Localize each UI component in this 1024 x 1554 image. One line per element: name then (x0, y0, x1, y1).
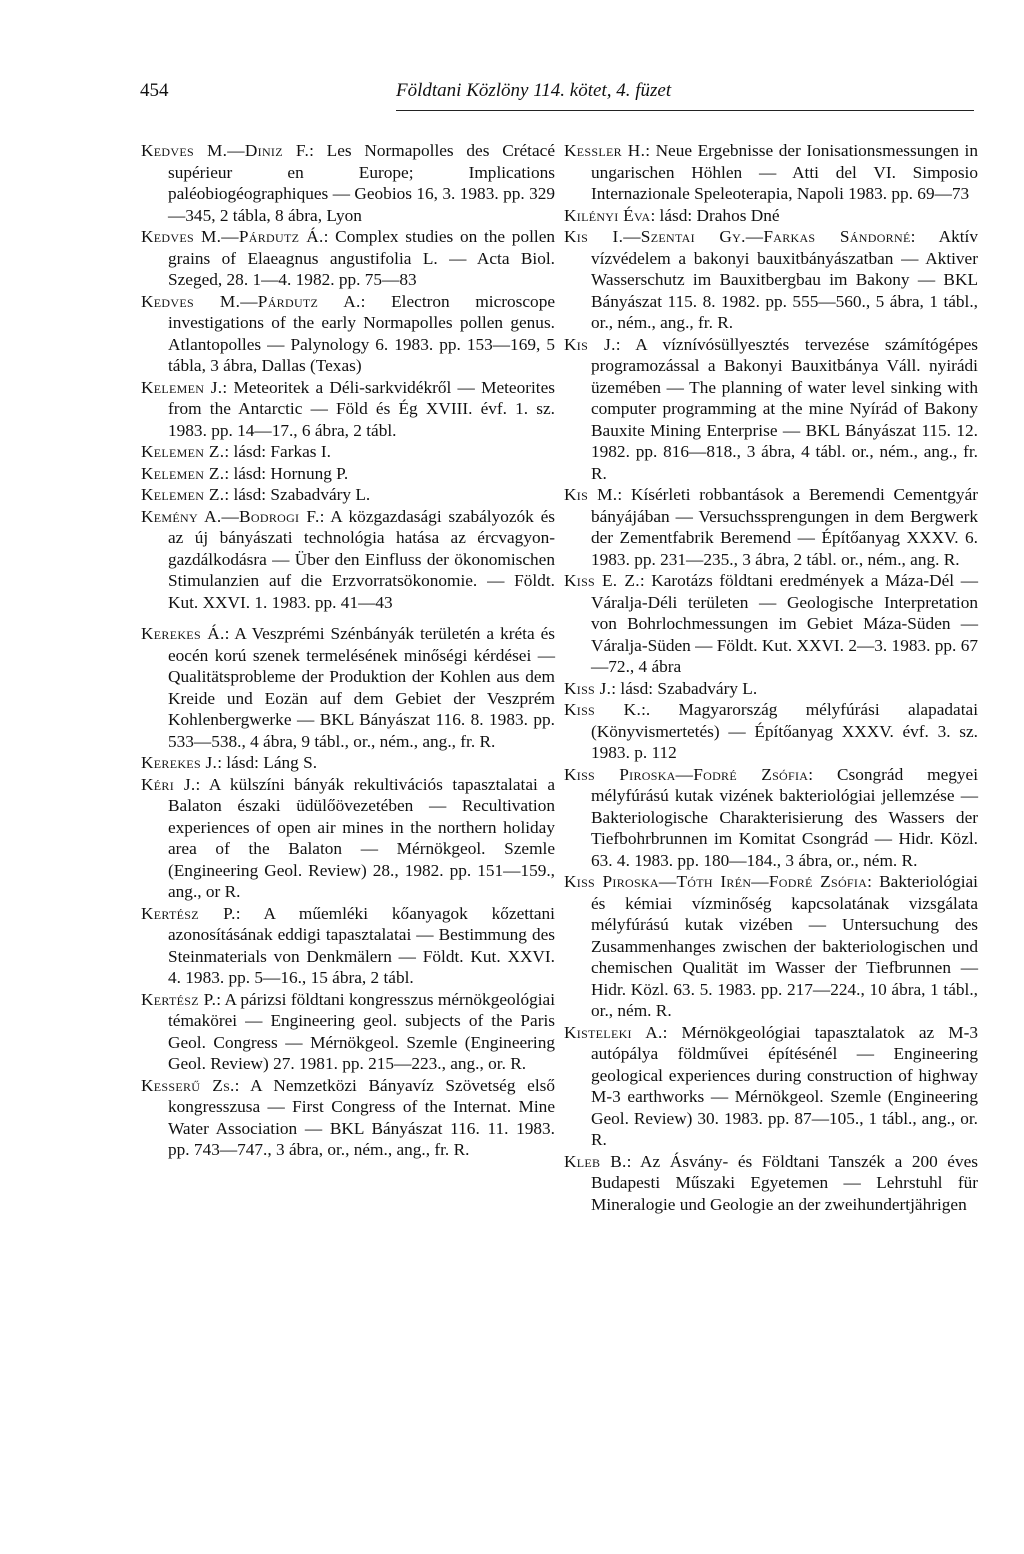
entry-text: : Les Normapolles des Crétacé supérieur en Europe; Implications paléobiogéographiques — Geobios 16, 3. 1983. pp. 329—345, 2 tábla, 8 ábra, Lyon (168, 141, 555, 225)
entry-author: Kiss Piroska—Tóth Irén—Fodré Zsófia (564, 872, 868, 891)
entry-text: : Csongrád megyei mélyfúrású kutak vizének bakteriológiai jellemzése — Bakteriologische Charakterisierung des Wassers der Tiefbohrbrunnen im Komitat Csongrád — Hidr. Közl. 63. 4. 1983. pp. 180—184., 3 ábra, or., ném. R. (591, 764, 978, 870)
entry-author: Kertész P. (141, 903, 236, 923)
entry-author: Kis M. (564, 485, 618, 504)
entry-author: Kedves M.—Diniz F. (141, 141, 310, 160)
entry-text: : Neue Ergebnisse der Ionisationsmessungen in ungarischen Höhlen — Atti del VI. Simposio Internazionale Speleoterapia, Napoli 1983. pp. 69—73 (591, 141, 978, 203)
left-column (141, 140, 555, 1161)
bibliography-entry (141, 752, 555, 774)
bibliography-entry (564, 678, 978, 700)
page-header (140, 78, 876, 110)
bibliography-entry (564, 1151, 978, 1216)
entry-text: : Mérnökgeológiai tapasztalatok az M-3 autópálya földművei építésénél — Engineering geological experiences during construction of highway M-3 earthworks — Mérnökgeol. Szemle (Engineering Geol. Review) 30. 1983. pp. 87—105., 1 tábl., ang., or. R. (591, 1022, 978, 1149)
bibliography-entry (564, 226, 978, 334)
bibliography-entry (141, 484, 555, 506)
entry-author: Kedves M.—Párdutz A. (141, 291, 361, 311)
entry-text: : A párizsi földtani kongresszus mérnökgeológiai témakörei — Engineering geol. subjects of the Paris Geol. Congress — Mérnökgeol. Szemle (Engineering Geol. Review) 27. 1981. pp. 215—223., ang., or. R. (168, 989, 556, 1073)
entry-author: Kis I.—Szentai Gy.—Farkas Sándorné (564, 227, 911, 246)
bibliography-entry (141, 441, 555, 463)
entry-author: Kiss E. Z. (564, 571, 640, 590)
entry-text: : A Veszprémi Szénbányák területén a kréta és eocén korú szenek termelésének minőségi kérdései — Qualitätsprobleme der Produktion der Kohlen aus dem Kreide und Eozän auf dem Gebiet der Veszprém Kohlenbergwerke — BKL Bányászat 116. 8. 1983. pp. 533—538., 4 ábra, 9 tábl., or., ném., ang., fr. R. (168, 624, 555, 751)
entry-author: Kesserű Zs. (141, 1075, 235, 1095)
entry-author: Kemény A.—Bodrogi F. (141, 506, 320, 526)
entry-text: : Kísérleti robbantások a Beremendi Cementgyár bányájában — Versuchssprengungen in dem Bergwerk der Zementfabrik Beremend — Építőanyag XXXV. 6. 1983. pp. 231—235., 3 ábra, 2 tábl. or., ném., ang. R. (591, 485, 978, 569)
bibliography-entry (564, 570, 978, 678)
entry-author: Kerekes J. (141, 753, 218, 772)
entry-text: : lásd: Farkas I. (224, 442, 331, 461)
bibliography-entry (141, 140, 555, 226)
bibliography-entry (141, 506, 555, 614)
bibliography-entry (141, 774, 555, 903)
bibliography-entry (564, 764, 978, 872)
entry-author: Kleb B. (564, 1151, 627, 1171)
entry-text: : Aktív vízvédelem a bakonyi bauxitbányászatban — Aktiver Wasserschutz im Bauxitbergbau im Bakony — BKL Bányászat 115. 8. 1982. pp. 555—560., 5 ábra, 1 tábl., or., ném., ang., fr. R. (591, 227, 978, 332)
entry-author: Kerekes Á. (141, 624, 225, 643)
bibliography-entry (141, 226, 555, 291)
bibliography-entry (141, 623, 555, 752)
entry-text: : A közgazdasági szabályozók és az új bányászati technológia hatása az ércvagyon-gazdálkodásra — Über den Einfluss der ökonomischen Stimulanzien auf die Erzvorratsökonomie. — Földt. Kut. XXVI. 1. 1983. pp. 41—43 (168, 506, 555, 612)
bibliography-entry (564, 334, 978, 485)
bibliography-entry (141, 903, 555, 989)
entry-author: Kis J. (564, 334, 616, 354)
bibliography-entry (141, 989, 555, 1075)
entry-author: Kisteleki A. (564, 1022, 663, 1042)
entry-text: : Meteoritek a Déli-sarkvidékről — Meteorites from the Antarctic — Föld és Ég XVIII. évf. 1. sz. 1983. pp. 14—17., 6 ábra, 2 tábl. (168, 377, 555, 440)
entry-author: Kessler H. (564, 141, 646, 160)
entry-author: Kelemen Z. (141, 442, 225, 461)
bibliography-entry (564, 140, 978, 205)
bibliography-entry (564, 871, 978, 1022)
entry-text: : Karotázs földtani eredmények a Máza-Dél — Váralja-Déli területen — Geologische Interpretation von Bohrlochmessungen im Gebiet Máza-Süden — Váralja-Süden — Földt. Kut. XXVI. 2—3. 1983. pp. 67—72., 4 ábra (591, 571, 978, 676)
entry-text: : Electron microscope investigations of the early Normapolles pollen genus. Atlantopolles — Palynology 6. 1983. pp. 153—169, 5 tábla, 3 ábra, Dallas (Texas) (168, 291, 556, 375)
entry-text: : Az Ásvány- és Földtani Tanszék a 200 éves Budapesti Műszaki Egyetemen — Lehrstuhl für Mineralogie und Geologie an der zweihundertjährigen (591, 1151, 978, 1214)
entry-text: : Bakteriológiai és kémiai vízminőség kapcsolatának vizsgálata mélyfúrású kutak vizében — Untersuchung des Zusammenhanges zwischen der bakteriologischen und chemischen Qualität im Wasser der Tiefbrunnen — Hidr. Közl. 63. 5. 1983. pp. 217—224., 10 ábra, 1 tábl., or., ném. R. (591, 872, 978, 1020)
entry-author: Kelemen Z. (141, 485, 225, 504)
bibliography-entry (564, 1022, 978, 1151)
entry-author: Kilényi Éva (564, 205, 651, 225)
entry-text: : A Nemzetközi Bányavíz Szövetség első kongresszusa — First Congress of the Internat. Mine Water Association — BKL Bányászat 116. 11. 1983. pp. 743—747., 3 ábra, or., ném., ang., fr. R. (168, 1075, 555, 1159)
entry-text: : A víznívósüllyesztés tervezése számítógépes programozással a Bakonyi Bauxitbánya Váll. nyirádi üzemében — The planning of water level sinking with computer programming at the mine Nyírád of Bakony Bauxite Mining Enterprise — BKL Bányászat 115. 12. 1982. pp. 816—818., 3 ábra, 4 tábl. or., ném., ang., fr. R. (591, 334, 978, 483)
entry-text: : lásd: Hornung P. (224, 463, 349, 483)
running-title: Földtani Közlöny 114. kötet, 4. füzet (396, 80, 672, 101)
entry-author: Kiss Piroska—Fodré Zsófia (564, 764, 809, 784)
bibliography-entry (141, 291, 555, 377)
entry-text: :. Magyarország mélyfúrási alapadatai (Könyvismertetés) — Építőanyag XXXV. évf. 3. sz. 1983. p. 112 (591, 700, 979, 762)
bibliography-entry (141, 1075, 555, 1161)
entry-text: : lásd: Szabadváry L. (224, 485, 371, 504)
entry-author: Kelemen Z. (141, 463, 225, 483)
entry-text: : lásd: Drahos Dné (650, 205, 780, 225)
bibliography-entry (564, 484, 978, 570)
entry-text: : Complex studies on the pollen grains of Elaeagnus angustifolia L. — Acta Biol. Szeged, 28. 1—4. 1982. pp. 75—83 (168, 227, 556, 289)
entry-author: Kéri J. (141, 774, 196, 794)
bibliography-entry (564, 699, 978, 764)
entry-author: Kedves M.—Párdutz Á. (141, 227, 324, 246)
entry-text: : A külszíni bányák rekultivációs tapasztalatai a Balaton északi üdülőövezetében — Recultivation experiences of open air mines in the northern holiday area of the Balaton — Mérnökgeol. Szemle (Engineering Geol. Review) 28., 1982. pp. 151—159., ang., or R. (168, 774, 556, 901)
entry-author: Kiss K. (564, 700, 642, 719)
header-rule (396, 110, 974, 111)
entry-text: : lásd: Szabadváry L. (611, 678, 758, 698)
right-column (564, 140, 978, 1215)
entry-text: : A műemléki kőanyagok kőzettani azonosításának eddigi tapasztalatai — Bestimmung des Steinmaterials von Denkmälern — Földt. Kut. XXVI. 4. 1983. pp. 5—16., 15 ábra, 2 tábl. (168, 903, 555, 987)
entry-author: Kiss J. (564, 678, 612, 698)
entry-author: Kertész P. (141, 989, 217, 1009)
entry-text: : lásd: Láng S. (217, 753, 318, 772)
bibliography-entry (141, 463, 555, 485)
entry-author: Kelemen J. (141, 377, 223, 397)
page-number: 454 (140, 80, 169, 101)
bibliography-entry (141, 377, 555, 442)
bibliography-entry (564, 205, 978, 227)
